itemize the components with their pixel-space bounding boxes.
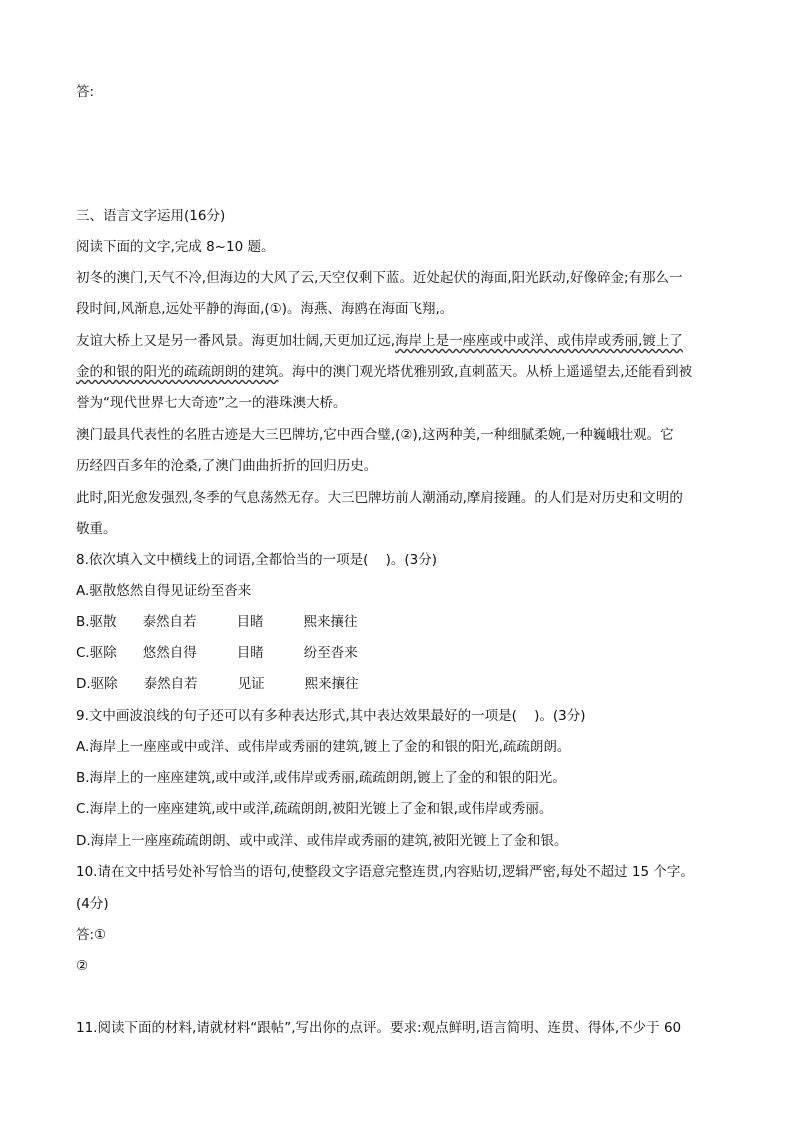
passage-p1-line1: 初冬的澳门,天气不冷,但海边的大风了云,天空仅剩下蓝。近处起伏的海面,阳光跃动,好像碎金;有那么一: [76, 270, 683, 286]
q8-stem: 8.依次填入文中横线上的词语,全都恰当的一项是( )。(3分): [76, 552, 437, 568]
q8-word: 熙来攘往: [304, 676, 359, 692]
q8-word: 纷至沓来: [197, 583, 252, 599]
q8-option-a: [76, 581, 251, 601]
q9-stem: 9.文中画波浪线的句子还可以有多种表达形式,其中表达效果最好的一项是( )。(3分): [76, 708, 586, 724]
passage-p1-line2: 段时间,风渐息,远处平静的海面,(①)。海燕、海鸥在海面飞翔,。: [76, 301, 454, 317]
top-answer-label: 答:: [76, 84, 95, 100]
passage-p2-line2-text: 。海中的澳门观光塔优雅别致,直刺蓝天。从桥上遥遥望去,还能看到被: [278, 364, 693, 380]
q8-word: 熙来攘往: [303, 614, 358, 630]
q9-option-b: B.海岸上的一座座建筑,或中或洋,或伟岸或秀丽,疏疏朗朗,镀上了金的和银的阳光。: [76, 770, 566, 786]
q8-word: 悠然自得: [116, 583, 171, 599]
q8-word: 泰然自若: [143, 676, 198, 692]
q9-option-a: A.海岸上一座座或中或洋、或伟岸或秀丽的建筑,镀上了金的和银的阳光,疏疏朗朗。: [76, 739, 571, 755]
wavy-sentence-part2: 金的和银的阳光的疏疏朗朗的建筑: [76, 364, 279, 380]
q8-word: 悠然自得: [142, 645, 197, 661]
q8-word: 驱散: [89, 614, 117, 630]
q8-word: 驱除: [90, 676, 118, 692]
q8-word: 见证: [237, 676, 265, 692]
wavy-sentence-part1: 海岸上是一座座或中或洋、或伟岸或秀丽,镀上了: [395, 333, 683, 349]
q9-option-d: D.海岸上一座座疏疏朗朗、或中或洋、或伟岸或秀丽的建筑,被阳光镀上了金和银。: [76, 833, 568, 849]
q8-word: 泰然自若: [142, 614, 197, 630]
q9-option-c: C.海岸上的一座座建筑,或中或洋,疏疏朗朗,被阳光镀上了金和银,或伟岸或秀丽。: [76, 801, 553, 817]
section-instruction: 阅读下面的文字,完成 8~10 题。: [76, 239, 275, 255]
q8-option-c: [76, 643, 358, 663]
passage-p2-line3: 誉为“现代世界七大奇迹”之一的港珠澳大桥。: [76, 395, 347, 411]
passage-p4-line2: 敬重。: [76, 521, 117, 537]
q8-word: 目睹: [236, 614, 264, 630]
passage-p2-line1: [76, 331, 683, 351]
q10-answer-2: ②: [76, 958, 89, 974]
q8-option-label: D.: [76, 676, 91, 692]
q8-word: 纷至沓来: [303, 645, 358, 661]
q11-stem: 11.阅读下面的材料,请就材料“跟帖”,写出你的点评。要求:观点鲜明,语言简明、连贯、得体,不少于 60: [76, 1020, 682, 1036]
passage-p3-line1: 澳门最具代表性的名胜古迹是大三巴牌坊,它中西合璧,(②),这两种美,一种细腻柔婉,一种巍峨壮观。它: [76, 427, 674, 443]
passage-p2-line2: [76, 362, 692, 382]
q8-option-label: A.: [76, 583, 90, 599]
q8-option-b: [76, 612, 358, 632]
q8-word: 驱除: [89, 645, 117, 661]
q8-option-label: B.: [76, 614, 90, 630]
section-heading: 三、语言文字运用(16分): [76, 208, 226, 224]
passage-p4-line1: 此时,阳光愈发强烈,冬季的气息荡然无存。大三巴牌坊前人潮涌动,摩肩接踵。的人们是对历史和文明的: [76, 490, 683, 506]
q10-stem-line2: (4分): [76, 896, 109, 912]
q8-word: 见证: [170, 583, 198, 599]
q10-answer-1: 答:①: [76, 927, 107, 943]
q8-word: 目睹: [236, 645, 264, 661]
passage-p2-line1-text: 友谊大桥上又是另一番风景。海更加壮阔,天更加辽远,: [76, 333, 396, 349]
q8-word: 驱散: [89, 583, 117, 599]
passage-p3-line2: 历经四百多年的沧桑,了澳门曲曲折折的回归历史。: [76, 458, 378, 474]
q8-option-d: [76, 674, 359, 694]
q8-option-label: C.: [76, 645, 90, 661]
q10-stem-line1: 10.请在文中括号处补写恰当的语句,使整段文字语意完整连贯,内容贴切,逻辑严密,每处不超过 15 个字。: [76, 864, 694, 880]
